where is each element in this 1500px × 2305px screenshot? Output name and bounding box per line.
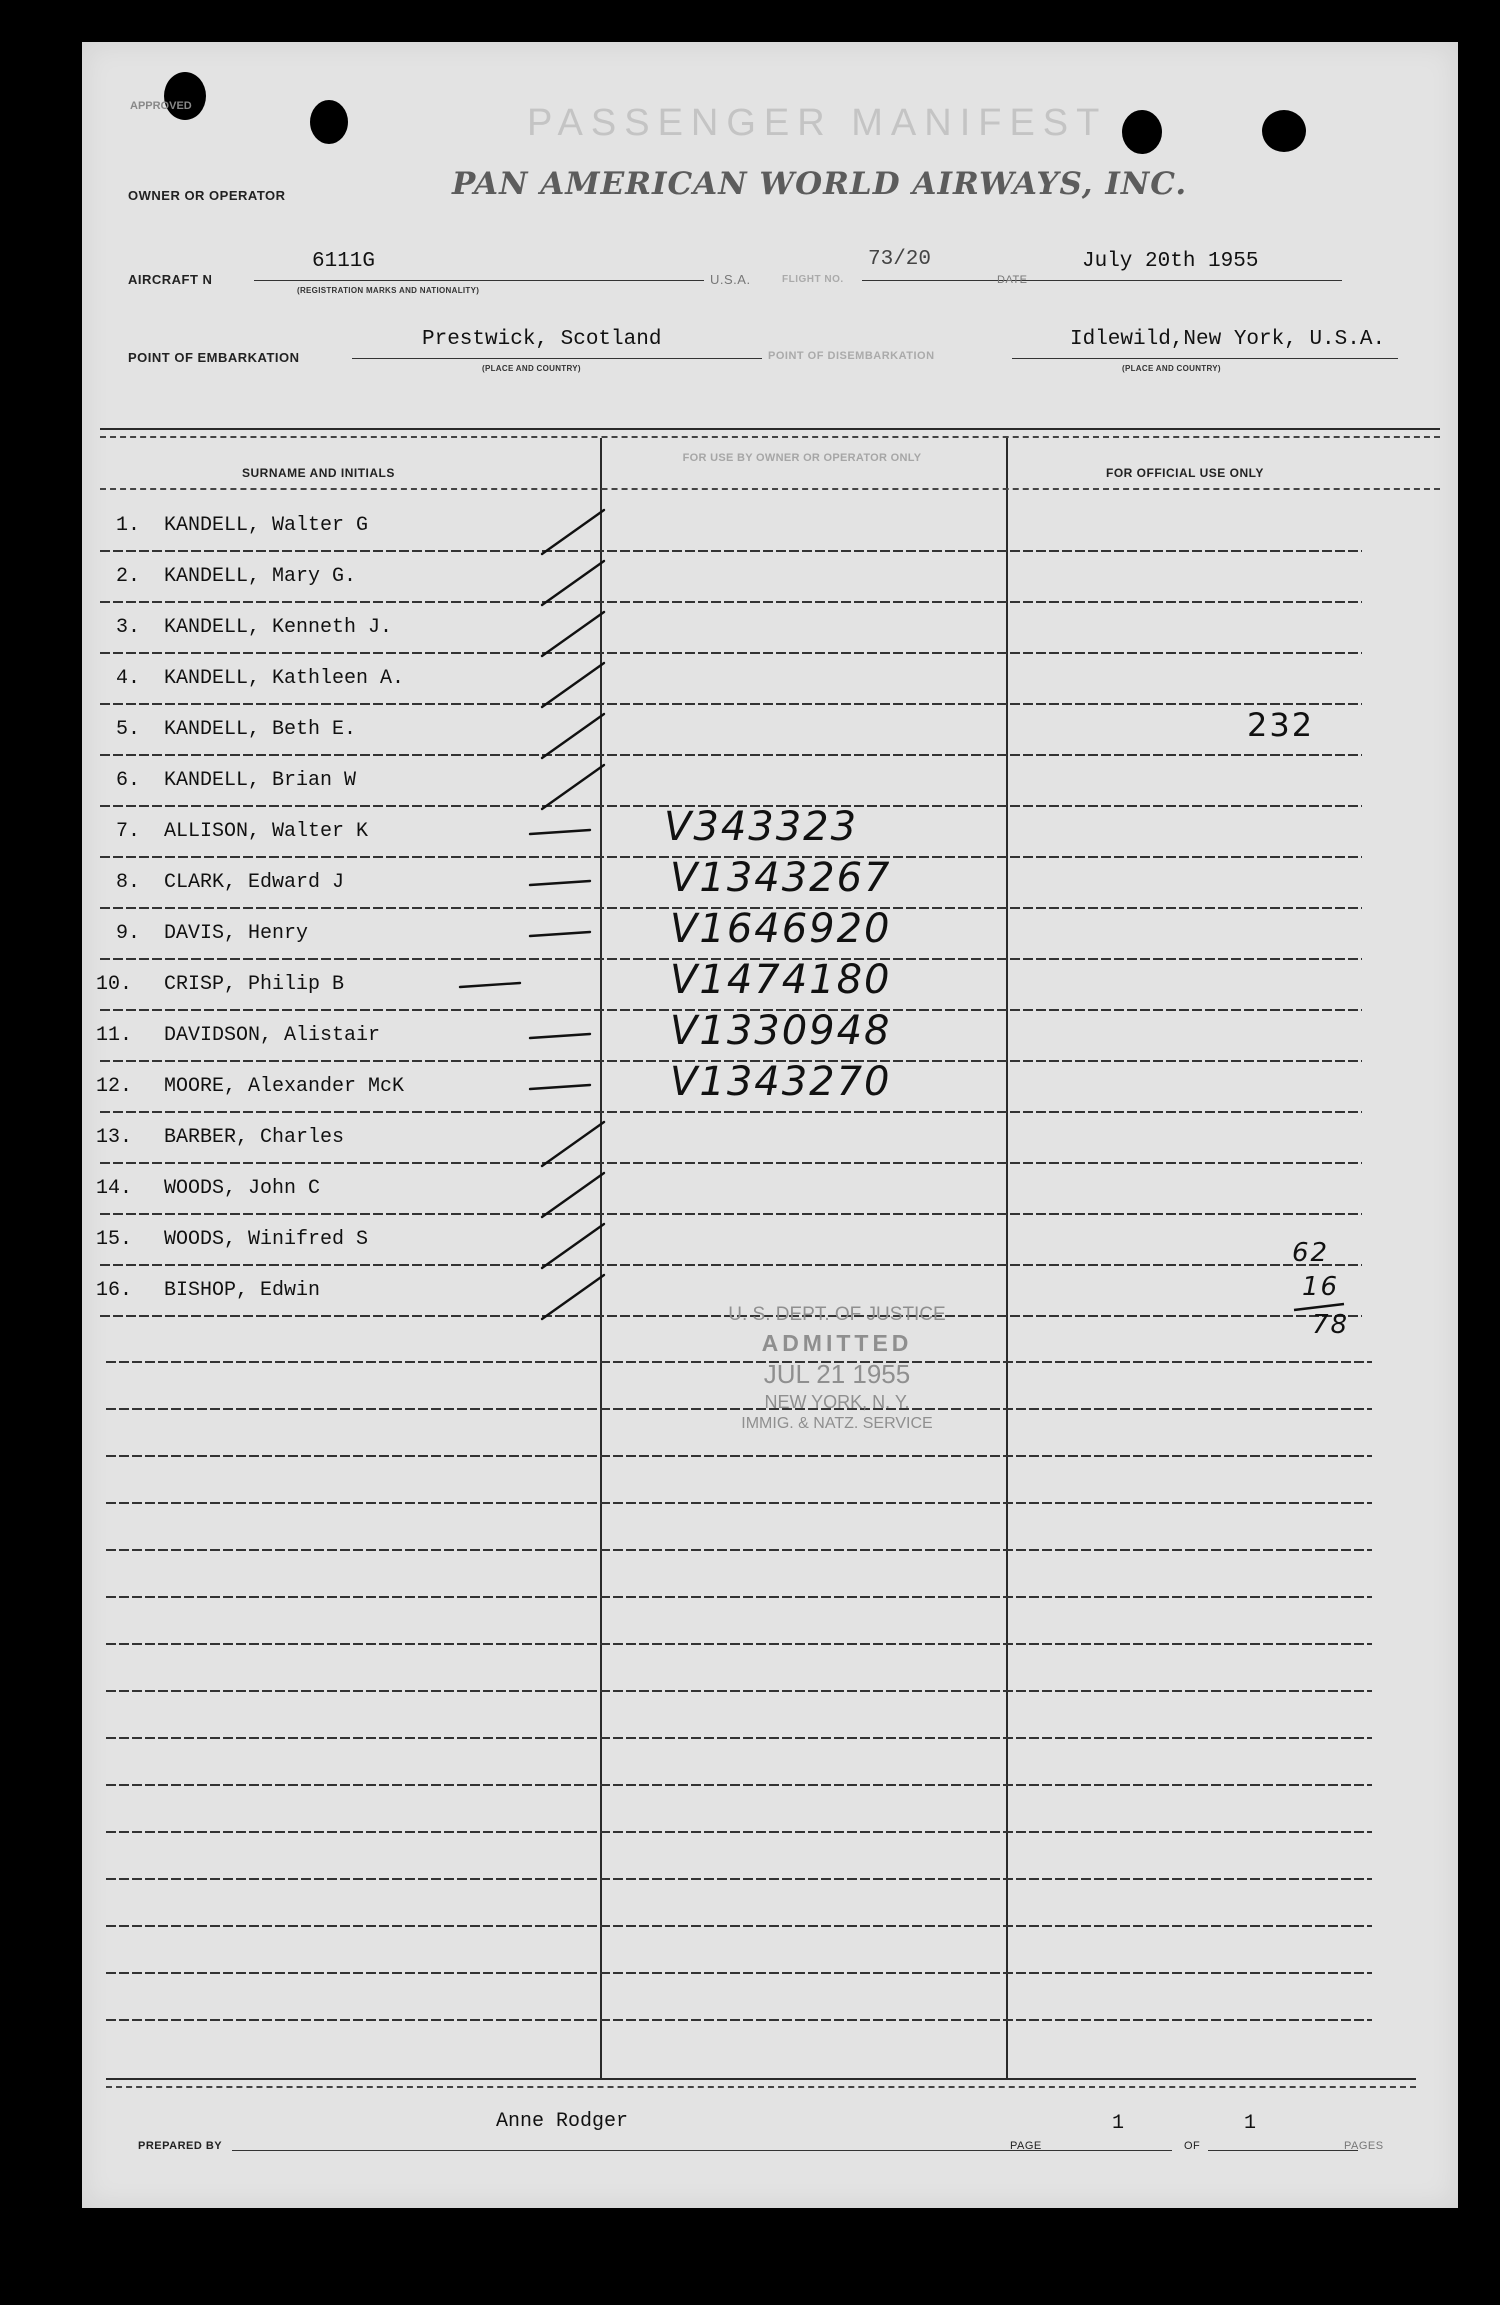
table-top-rule-2 [100, 436, 1440, 438]
table-row [82, 906, 1458, 961]
passenger-name[interactable]: KANDELL, Mary G. [164, 565, 357, 588]
passenger-number: 12. [95, 1075, 132, 1098]
passenger-name[interactable]: CRISP, Philip B [164, 973, 345, 996]
passenger-name[interactable]: BARBER, Charles [164, 1126, 345, 1149]
page-underline [1052, 2150, 1172, 2151]
page-label: PAGE [1010, 2140, 1042, 2152]
table-top-rule-1 [100, 428, 1440, 430]
usa-label: U.S.A. [710, 272, 751, 287]
passenger-name[interactable]: DAVIDSON, Alistair [164, 1024, 381, 1047]
tally-bottom: 78 [1312, 1310, 1350, 1340]
passenger-number: 1. [115, 514, 140, 537]
of-underline [1208, 2150, 1358, 2151]
flight-value[interactable]: 73/20 [868, 248, 932, 271]
stamp-admitted: ADMITTED [761, 1330, 913, 1356]
passenger-number: 8. [115, 871, 140, 894]
date-label: DATE [997, 274, 1028, 286]
owner-label: OWNER OR OPERATOR [128, 188, 286, 203]
passenger-name[interactable]: WOODS, John C [164, 1177, 321, 1200]
approval-note: APPROVED [130, 100, 192, 112]
passenger-name[interactable]: KANDELL, Walter G [164, 514, 369, 537]
table-row [82, 757, 1458, 808]
form-title: PASSENGER MANIFEST [527, 102, 1108, 144]
aircraft-value[interactable]: 6111G [312, 250, 376, 273]
table-bottom-rule-2 [106, 2086, 1416, 2088]
aircraft-underline [254, 280, 704, 281]
aircraft-caption: (REGISTRATION MARKS AND NATIONALITY) [297, 286, 480, 295]
punch-hole-right-2 [1262, 110, 1306, 152]
passenger-number: 3. [115, 616, 140, 639]
embark-value[interactable]: Prestwick, Scotland [422, 328, 662, 351]
table-row [82, 855, 1458, 910]
column-header-official: FOR OFFICIAL USE ONLY [1106, 466, 1264, 480]
page-number[interactable]: 1 [1112, 2112, 1125, 2135]
passenger-number: 6. [115, 769, 140, 792]
aircraft-label: AIRCRAFT N [128, 272, 213, 287]
passenger-number: 7. [115, 820, 140, 843]
disembark-underline [1012, 358, 1398, 359]
official-note-row5: 232 [1247, 706, 1315, 744]
stamp-date: JUL 21 1955 [763, 1359, 911, 1389]
manifest-sheet [82, 42, 1458, 2208]
passenger-name[interactable]: KANDELL, Kenneth J. [164, 616, 393, 639]
stamp-dept: U. S. DEPT. OF JUSTICE [728, 1304, 946, 1325]
punch-hole-left-1 [164, 72, 206, 120]
passport-number[interactable]: V1343267 [670, 855, 892, 901]
flight-underline [862, 280, 1062, 281]
passport-number[interactable]: V1343270 [670, 1059, 892, 1105]
passenger-number: 9. [115, 922, 140, 945]
prepared-by[interactable]: Anne Rodger [496, 2110, 629, 2133]
passenger-number: 16. [95, 1279, 132, 1302]
passport-number[interactable]: V1474180 [670, 957, 892, 1003]
punch-hole-left-2 [310, 100, 348, 144]
passenger-name[interactable]: KANDELL, Beth E. [164, 718, 357, 741]
passenger-name[interactable]: MOORE, Alexander McK [164, 1075, 405, 1098]
table-row [82, 957, 1458, 1012]
passenger-number: 14. [95, 1177, 132, 1200]
passenger-name[interactable]: ALLISON, Walter K [164, 820, 369, 843]
embark-underline [352, 358, 762, 359]
passenger-number: 2. [115, 565, 140, 588]
passenger-name[interactable]: KANDELL, Brian W [164, 769, 357, 792]
date-underline [1042, 280, 1342, 281]
table-row [82, 604, 1458, 655]
embark-caption: (PLACE AND COUNTRY) [482, 364, 581, 373]
passenger-number: 15. [95, 1228, 132, 1251]
passenger-name[interactable]: CLARK, Edward J [164, 871, 345, 894]
passenger-number: 13. [95, 1126, 132, 1149]
passport-number[interactable]: V1330948 [670, 1008, 892, 1054]
table-row [82, 502, 1458, 553]
flight-label: FLIGHT NO. [782, 274, 844, 285]
table-row [82, 553, 1458, 604]
table-bottom-rule [106, 2078, 1416, 2080]
passenger-number: 10. [95, 973, 132, 996]
table-row [82, 1114, 1458, 1165]
passenger-number: 11. [95, 1024, 132, 1047]
disembark-label: POINT OF DISEMBARKATION [768, 350, 935, 362]
disembark-caption: (PLACE AND COUNTRY) [1122, 364, 1221, 373]
operator-name: PAN AMERICAN WORLD AIRWAYS, INC. [452, 166, 1188, 202]
passenger-name[interactable]: DAVIS, Henry [164, 922, 309, 945]
passenger-number: 5. [115, 718, 140, 741]
table-row [82, 804, 1458, 859]
column-header-owner-use: FOR USE BY OWNER OR OPERATOR ONLY [682, 452, 922, 464]
of-label: OF [1184, 2140, 1201, 2152]
passenger-number: 4. [115, 667, 140, 690]
admitted-stamp [672, 1304, 1002, 1433]
table-row [82, 655, 1458, 706]
passenger-name[interactable]: KANDELL, Kathleen A. [164, 667, 405, 690]
tally-top: 62 [1292, 1238, 1330, 1268]
tally-mid: 16 [1302, 1272, 1340, 1302]
page-total[interactable]: 1 [1244, 2112, 1257, 2135]
table-row [82, 1008, 1458, 1063]
prepared-underline [232, 2150, 1092, 2151]
header-bottom-rule [100, 488, 1440, 490]
prepared-label: PREPARED BY [138, 2140, 223, 2152]
pages-label: PAGES [1344, 2140, 1384, 2152]
passenger-name[interactable]: WOODS, Winifred S [164, 1228, 369, 1251]
embark-label: POINT OF EMBARKATION [128, 350, 300, 365]
table-row [82, 1165, 1458, 1216]
table-row [82, 1059, 1458, 1114]
passport-number[interactable]: V1646920 [670, 906, 892, 952]
stamp-city: NEW YORK, N. Y. [764, 1392, 910, 1412]
date-value[interactable]: July 20th 1955 [1082, 250, 1259, 273]
passport-number[interactable]: V343323 [664, 804, 859, 850]
punch-hole-right-1 [1122, 110, 1162, 154]
table-row [82, 1216, 1458, 1267]
passenger-name[interactable]: BISHOP, Edwin [164, 1279, 321, 1302]
stamp-service: IMMIG. & NATZ. SERVICE [741, 1415, 933, 1432]
column-header-surname: SURNAME AND INITIALS [242, 466, 395, 480]
disembark-value[interactable]: Idlewild,New York, U.S.A. [1070, 328, 1386, 351]
